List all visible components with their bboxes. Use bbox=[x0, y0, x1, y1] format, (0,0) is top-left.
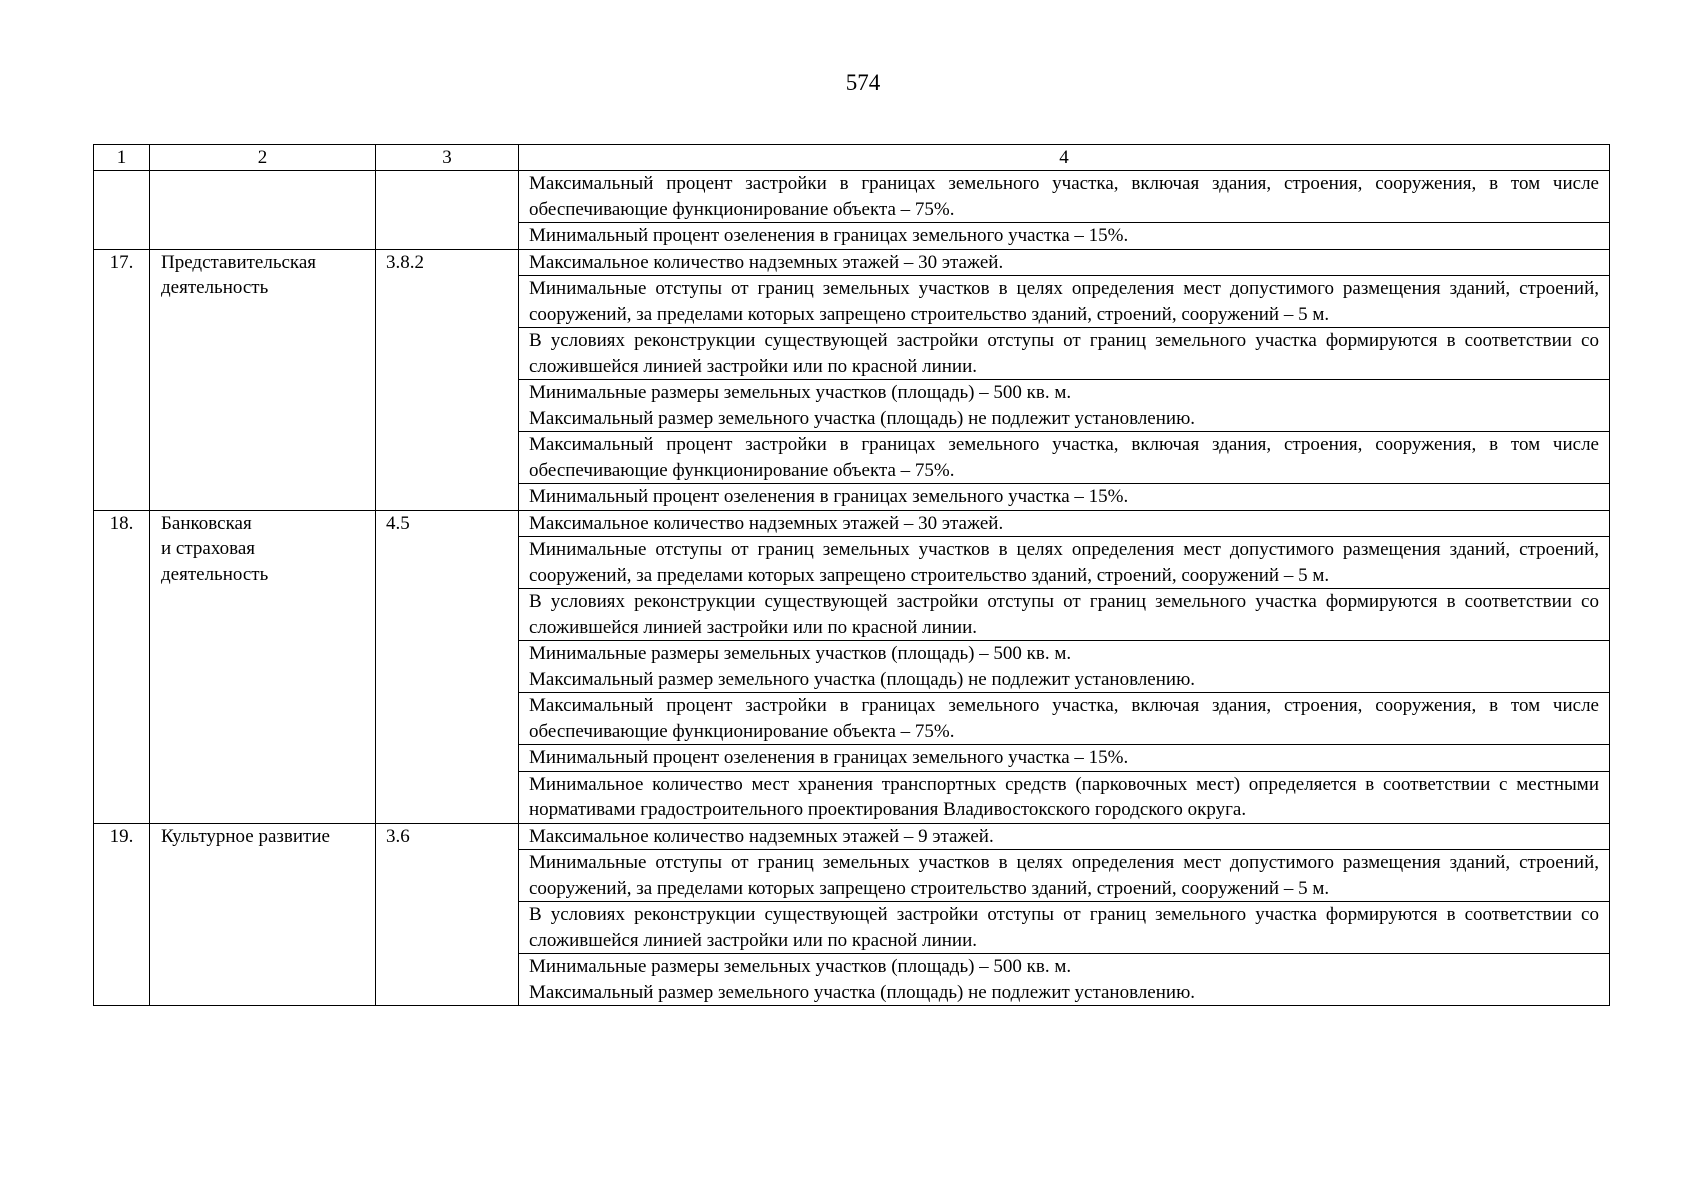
parameter-cell bbox=[519, 693, 1610, 745]
parameter-text: Максимальное количество надземных этажей – 30 этажей. bbox=[529, 251, 1004, 273]
parameter-text: Максимальное количество надземных этажей – 9 этажей. bbox=[529, 825, 994, 847]
column-header: 1 bbox=[94, 145, 150, 171]
parameter-cell bbox=[519, 589, 1610, 641]
parameter-cell bbox=[519, 484, 1610, 511]
number-cell bbox=[94, 171, 150, 250]
parameter-text: Максимальный размер земельного участка (площадь) не подлежит установлению. bbox=[529, 407, 1196, 429]
parameter-cell bbox=[519, 510, 1610, 537]
use-type-cell bbox=[150, 823, 376, 1006]
table-row bbox=[94, 171, 1610, 223]
use-type-name: деятельность bbox=[161, 277, 269, 298]
use-type-name: Банковская bbox=[161, 512, 252, 534]
parameter-text: Минимальные размеры земельных участков (площадь) – 500 кв. м. bbox=[529, 643, 1072, 664]
parameter-cell bbox=[519, 249, 1610, 276]
column-header: 4 bbox=[519, 145, 1610, 171]
number-cell: 19. bbox=[94, 823, 150, 1006]
parameter-text: Максимальный процент застройки в границах земельного участка, включая здания, строения, сооружения, в том числе обеспечивающие функционирование объекта – 75%. bbox=[529, 434, 1599, 481]
parameter-cell bbox=[519, 641, 1610, 693]
parameter-cell bbox=[519, 276, 1610, 328]
table-row bbox=[94, 510, 1610, 537]
parameter-cell bbox=[519, 850, 1610, 902]
parameter-text: Максимальный процент застройки в границах земельного участка, включая здания, строения, сооружения, в том числе обеспечивающие функционирование объекта – 75%. bbox=[529, 695, 1599, 742]
parameter-cell bbox=[519, 902, 1610, 954]
code-cell: 3.8.2 bbox=[376, 249, 519, 510]
parameter-text: Максимальный размер земельного участка (площадь) не подлежит установлению. bbox=[529, 668, 1196, 690]
parameter-text: Минимальные размеры земельных участков (площадь) – 500 кв. м. bbox=[529, 956, 1072, 977]
parameter-text: Минимальные отступы от границ земельных участков в целях определения мест допустимого размещения зданий, строений, сооружений, за пределами которых запрещено строительство зданий, строений, сооружений – 5 м. bbox=[529, 278, 1599, 325]
parameter-cell bbox=[519, 771, 1610, 823]
table-row bbox=[94, 249, 1610, 276]
parameter-text: В условиях реконструкции существующей застройки отступы от границ земельного участка формируются в соответствии со сложившейся линией застройки или по красной линии. bbox=[529, 904, 1599, 951]
table-header-row bbox=[94, 145, 1610, 171]
number-cell: 17. bbox=[94, 249, 150, 510]
use-type-cell bbox=[150, 249, 376, 510]
code-cell bbox=[376, 171, 519, 250]
parameter-text: Минимальные отступы от границ земельных участков в целях определения мест допустимого размещения зданий, строений, сооружений, за пределами которых запрещено строительство зданий, строений, сооружений – 5 м. bbox=[529, 539, 1599, 586]
parameter-text: Минимальный процент озеленения в границах земельного участка – 15%. bbox=[529, 486, 1129, 507]
parameter-cell bbox=[519, 537, 1610, 589]
parameter-cell bbox=[519, 954, 1610, 1006]
number-cell: 18. bbox=[94, 510, 150, 823]
parameter-cell bbox=[519, 328, 1610, 380]
table-body bbox=[94, 171, 1610, 1006]
use-type-name: деятельность bbox=[161, 563, 269, 585]
column-header: 2 bbox=[150, 145, 376, 171]
parameter-cell bbox=[519, 223, 1610, 250]
page-number: 574 bbox=[845, 70, 881, 95]
parameter-text: Максимальный процент застройки в границах земельного участка, включая здания, строения, сооружения, в том числе обеспечивающие функционирование объекта – 75%. bbox=[529, 173, 1599, 220]
parameter-text: Минимальные отступы от границ земельных участков в целях определения мест допустимого размещения зданий, строений, сооружений, за пределами которых запрещено строительство зданий, строений, сооружений – 5 м. bbox=[529, 852, 1599, 899]
column-header: 3 bbox=[376, 145, 519, 171]
parameter-text: В условиях реконструкции существующей застройки отступы от границ земельного участка формируются в соответствии со сложившейся линией застройки или по красной линии. bbox=[529, 591, 1599, 638]
table-row bbox=[94, 823, 1610, 850]
use-type-name: и страховая bbox=[161, 538, 255, 559]
use-type-name: Культурное развитие bbox=[161, 825, 330, 847]
use-type-cell bbox=[150, 171, 376, 250]
parameter-text: Минимальный процент озеленения в границах земельного участка – 15%. bbox=[529, 225, 1129, 246]
code-cell: 4.5 bbox=[376, 510, 519, 823]
parameter-cell bbox=[519, 432, 1610, 484]
parameter-text: Максимальный размер земельного участка (площадь) не подлежит установлению. bbox=[529, 981, 1196, 1003]
parameter-cell bbox=[519, 745, 1610, 772]
regulations-table bbox=[93, 144, 1610, 1006]
parameter-text: В условиях реконструкции существующей застройки отступы от границ земельного участка формируются в соответствии со сложившейся линией застройки или по красной линии. bbox=[529, 330, 1599, 377]
code-cell: 3.6 bbox=[376, 823, 519, 1006]
parameter-text: Минимальное количество мест хранения транспортных средств (парковочных мест) определяется в соответствии с местными нормативами градостроительного проектирования Владивостокского городского округа. bbox=[529, 773, 1599, 820]
parameter-cell bbox=[519, 171, 1610, 223]
parameter-cell bbox=[519, 380, 1610, 432]
parameter-text: Минимальные размеры земельных участков (площадь) – 500 кв. м. bbox=[529, 382, 1072, 403]
parameter-text: Минимальный процент озеленения в границах земельного участка – 15%. bbox=[529, 747, 1129, 768]
use-type-cell bbox=[150, 510, 376, 823]
use-type-name: Представительская bbox=[161, 251, 317, 273]
parameter-cell bbox=[519, 823, 1610, 850]
parameter-text: Максимальное количество надземных этажей – 30 этажей. bbox=[529, 512, 1004, 534]
